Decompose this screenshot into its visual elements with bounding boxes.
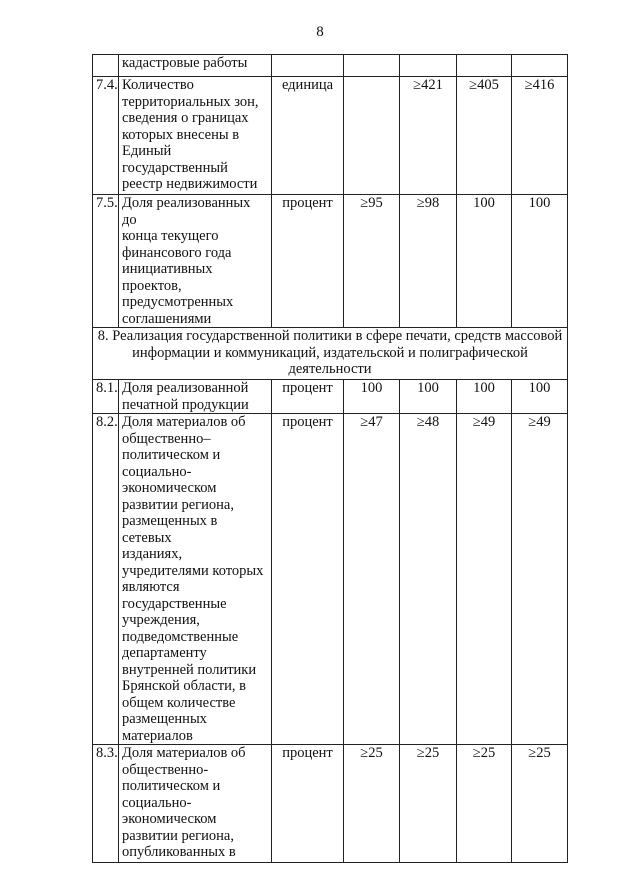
row-number [93, 55, 119, 77]
indicator-name: Доля материалов об общественно– политическом и социально- экономическом развитии региона, размещенных в сетевых изданиях, учредителями которых являются государственные учреждения, подведомственные департаменту внутренней политики Брянской области, в общем количестве размещенных материалов [119, 414, 272, 745]
table-row-7-4 [93, 77, 568, 195]
value-cell: ≥47 [344, 414, 400, 745]
value-cell: 100 [512, 380, 568, 414]
indicator-name: Доля реализованных до конца текущего финансового года инициативных проектов, предусмотренных соглашениями [119, 195, 272, 328]
section-title: 8. Реализация государственной политики в сфере печати, средств массовой информации и коммуникаций, издательской и полиграфической деятельности [93, 328, 568, 380]
value-cell: 100 [512, 195, 568, 328]
row-number: 8.3. [93, 745, 119, 863]
row-number: 8.2. [93, 414, 119, 745]
table-row-7-5 [93, 195, 568, 328]
value-cell: 100 [344, 380, 400, 414]
value-cell: ≥25 [512, 745, 568, 863]
value-cell: ≥421 [400, 77, 457, 195]
indicators-table [92, 54, 568, 863]
indicator-name: Доля материалов об общественно- политическом и социально- экономическом развитии региона, опубликованных в [119, 745, 272, 863]
indicator-name: кадастровые работы [119, 55, 272, 77]
unit-of-measure: процент [272, 414, 344, 745]
value-cell: ≥25 [457, 745, 512, 863]
page-number: 8 [316, 24, 324, 40]
value-cell: ≥25 [344, 745, 400, 863]
row-number: 7.4. [93, 77, 119, 195]
value-cell: 100 [457, 380, 512, 414]
value-cell: ≥416 [512, 77, 568, 195]
unit-of-measure: единица [272, 77, 344, 195]
unit-of-measure [272, 55, 344, 77]
value-cell: ≥48 [400, 414, 457, 745]
value-cell [512, 55, 568, 77]
value-cell: ≥98 [400, 195, 457, 328]
unit-of-measure: процент [272, 195, 344, 328]
table-row-continuation [93, 55, 568, 77]
indicator-name: Доля реализованной печатной продукции [119, 380, 272, 414]
value-cell [344, 55, 400, 77]
unit-of-measure: процент [272, 745, 344, 863]
value-cell: ≥405 [457, 77, 512, 195]
value-cell: 100 [457, 195, 512, 328]
table-row-8-3 [93, 745, 568, 863]
section-header-row [93, 328, 568, 380]
value-cell: ≥95 [344, 195, 400, 328]
value-cell: 100 [400, 380, 457, 414]
row-number: 7.5. [93, 195, 119, 328]
value-cell: ≥49 [512, 414, 568, 745]
indicator-name: Количество территориальных зон, сведения о границах которых внесены в Единый государственный реестр недвижимости [119, 77, 272, 195]
row-number: 8.1. [93, 380, 119, 414]
value-cell [457, 55, 512, 77]
table-row-8-2 [93, 414, 568, 745]
value-cell [344, 77, 400, 195]
value-cell: ≥25 [400, 745, 457, 863]
value-cell [400, 55, 457, 77]
value-cell: ≥49 [457, 414, 512, 745]
unit-of-measure: процент [272, 380, 344, 414]
table-row-8-1 [93, 380, 568, 414]
